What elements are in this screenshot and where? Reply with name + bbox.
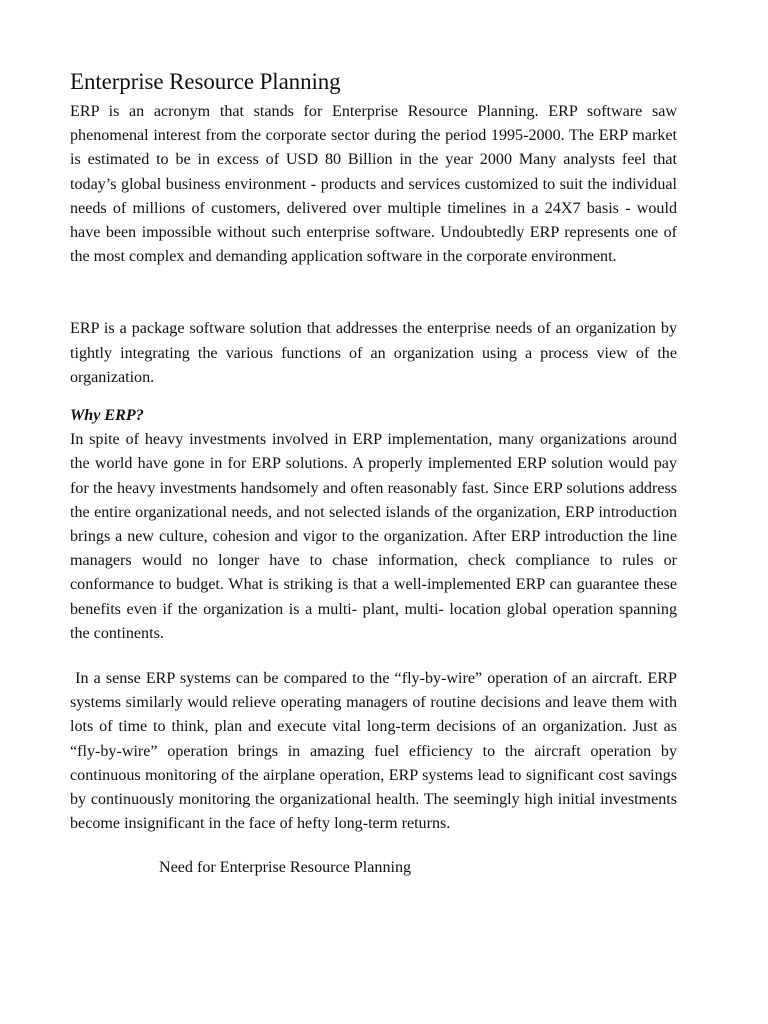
paragraph-erp-definition: ERP is a package software solution that addresses the enterprise needs of an organization by tightly integrating the various functions of an organization using a process view of the organization. — [70, 320, 677, 386]
paragraph-why-erp: In spite of heavy investments involved in ERP implementation, many organizations around the world have gone in for ERP solutions. A properly implemented ERP solution would pay for the heavy investments handsomely and often reasonably fast. Since ERP solutions address the entire organizational needs, and not selected islands of the organization, ERP introduction brings a new culture, cohesion and vigor to the organization. After ERP introduction the line managers would no longer have to chase information, check compliance to rules or conformance to budget. What is striking is that a well-implemented ERP can guarantee these benefits even if the organization is a multi- plant, multi- location global operation spanning the continents. — [70, 431, 677, 642]
document-page — [70, 66, 682, 880]
section-title-need-for-erp: Need for Enterprise Resource Planning — [159, 859, 412, 877]
page-title: Enterprise Resource Planning — [70, 69, 341, 94]
paragraph-fly-by-wire: In a sense ERP systems can be compared to the “fly-by-wire” operation of an aircraft. ERP systems similarly would relieve operating managers of routine decisions and leave them with lots of time to think, plan and execute vital long-term decisions of an organization. Just as “fly-by-wire” operation brings in amazing fuel efficiency to the aircraft operation by continuous monitoring of the airplane operation, ERP systems lead to significant cost savings by continuously monitoring the organizational health. The seemingly high initial investments become insignificant in the face of hefty long-term returns. — [70, 670, 682, 833]
paragraph-erp-intro: ERP is an acronym that stands for Enterprise Resource Planning. ERP software saw phenomenal interest from the corporate sector during the period 1995-2000. The ERP market is estimated to be in excess of USD 80 Billion in the year 2000 Many analysts feel that today’s global business environment - products and services customized to suit the individual needs of millions of customers, delivered over multiple timelines in a 24X7 basis - would have been impossible without such enterprise software. Undoubtedly ERP represents one of the most complex and demanding application software in the corporate environment. — [70, 103, 677, 266]
heading-why-erp: Why ERP? — [70, 407, 144, 425]
